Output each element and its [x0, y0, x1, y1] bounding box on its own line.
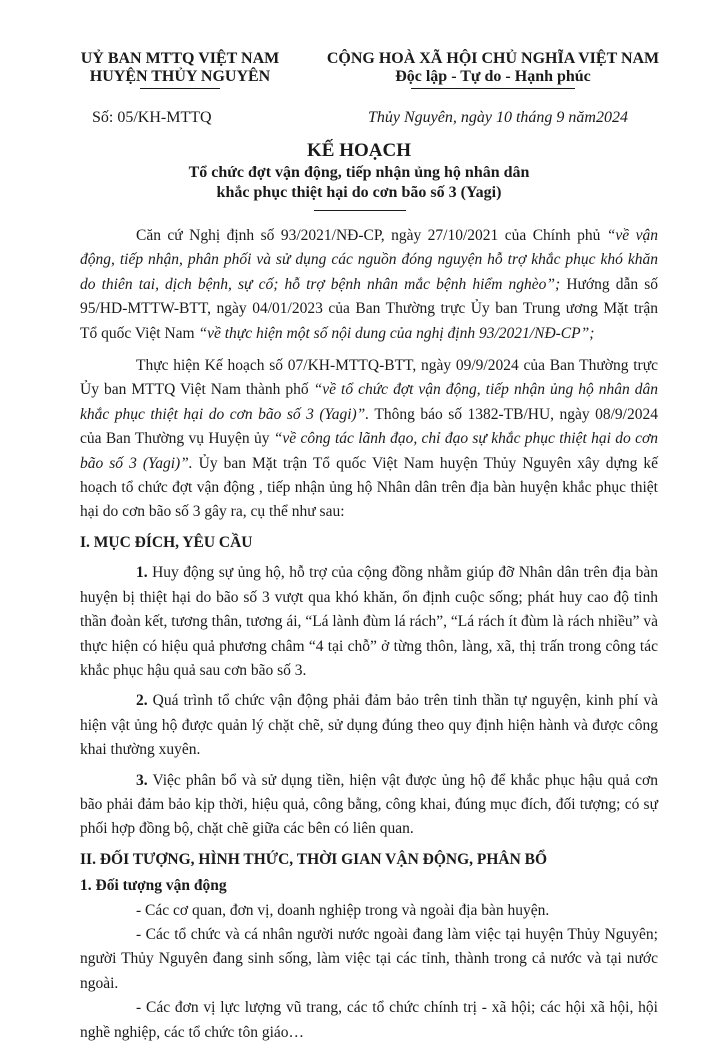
bullet-item: - Các tổ chức và cá nhân người nước ngoài đang làm việc tại huyện Thủy Nguyên; người Thủy Nguyên đang sinh sống, làm việc tại các tỉnh, thành trong cả nước và tại nước ngoài.: [80, 925, 658, 992]
text: Thông báo số 1382-TB/HU, ngày 08/9/2024 của Ban Thường vụ Huyện ủy: [80, 405, 658, 448]
text: Ủy ban Mặt trận Tổ quốc Việt Nam huyện Thủy Nguyên xây dựng kế hoạch tổ chức đợt vận động , tiếp nhận ủng hộ Nhân dân trên địa bàn huyện khắc phục thiệt hại do cơn bão số 3 gây ra, cụ thể như sau:: [80, 454, 658, 521]
document-number: Số: 05/KH-MTTQ: [92, 109, 212, 126]
national-motto: [318, 50, 668, 86]
subtitle-line2: khắc phục thiệt hại do cơn bão số 3 (Yagi): [216, 184, 502, 201]
document-subtitle: [0, 163, 718, 203]
paragraph-implementation: [80, 354, 658, 525]
quote: “về vận động, tiếp nhận, phân phối và sử dụng các nguồn đóng nguyện hỗ trợ khắc phục khó khăn do thiên tai, dịch bệnh, sự cố; hỗ trợ bệnh nhân mắc bệnh hiểm nghèo”;: [80, 227, 658, 293]
document-title: KẾ HOẠCH: [307, 140, 411, 161]
item-number: 2.: [136, 692, 148, 710]
item-text: Việc phân bổ và sử dụng tiền, hiện vật được ủng hộ để khắc phục hậu quả cơn bão phải đảm bảo kịp thời, hiệu quả, công bằng, công khai, đúng mục đích, đối tượng; có sự phối hợp đồng bộ, chặt chẽ giữa các bên có liên quan.: [80, 771, 658, 838]
title-underline: [314, 210, 406, 211]
org-underline: [140, 88, 220, 89]
item-text: Quá trình tổ chức vận động phải đảm bảo trên tinh thần tự nguyện, kinh phí và hiện vật ủng hộ được quản lý chặt chẽ, sử dụng đúng theo quy định hiện hành và được công khai thường xuyên.: [80, 692, 658, 759]
subsection-heading: 1. Đối tượng vận động: [80, 877, 227, 895]
nation-name: CỘNG HOÀ XÃ HỘI CHỦ NGHĨA VIỆT NAM: [326, 50, 660, 67]
document-body: [80, 224, 658, 1045]
text: Căn cứ Nghị định số 93/2021/NĐ-CP, ngày 27/10/2021 của Chính phủ: [136, 227, 607, 244]
text: Thực hiện Kế hoạch số 07/KH-MTTQ-BTT, ngày 09/9/2024 của Ban Thường trực Ủy ban MTTQ Việt Nam thành phố: [80, 357, 658, 399]
section-heading: I. MỤC ĐÍCH, YÊU CẦU: [80, 533, 253, 551]
bullet-item: - Các cơ quan, đơn vị, doanh nghiệp trong và ngoài địa bàn huyện.: [136, 901, 550, 919]
text: Hướng dẫn số 95/HD-MTTW-BTT, ngày 04/01/2023 của Ban Thường trực Ủy ban Trung ương Mặt trận Tổ quốc Việt Nam: [80, 275, 658, 342]
item-number: 1.: [136, 564, 148, 582]
org-name-line1: UỶ BAN MTTQ VIỆT NAM: [80, 50, 280, 67]
bullet-item: - Các đơn vị lực lượng vũ trang, các tổ chức chính trị - xã hội; các hội xã hội, hội nghề nghiệp, các tổ chức tôn giáo…: [80, 999, 658, 1041]
quote: “về thực hiện một số nội dung của nghị định 93/2021/NĐ-CP”;: [198, 324, 595, 342]
list-item: [80, 769, 658, 842]
subtitle-line1: Tổ chức đợt vận động, tiếp nhận ủng hộ nhân dân: [188, 164, 530, 181]
list-item: [80, 689, 658, 762]
list-item: [80, 561, 658, 683]
item-number: 3.: [136, 771, 148, 789]
place-date: Thủy Nguyên, ngày 10 tháng 9 năm2024: [368, 109, 628, 126]
item-text: Huy động sự ủng hộ, hỗ trợ của cộng đồng nhằm giúp đỡ Nhân dân trên địa bàn huyện bị thiệt hại do bão số 3 vượt qua khó khăn, ổn định cuộc sống; phát huy cao độ tinh thần đoàn kết, tương thân, tương ái, “Lá lành đùm lá rách”, “Lá rách ít đùm là rách nhiều” và thực hiện có hiệu quả phương châm “4 tại chỗ” ở từng thôn, làng, xã, thị trấn trong công tác khắc phục hậu quả sau cơn bão số 3.: [80, 564, 658, 679]
org-name-line2: HUYỆN THỦY NGUYÊN: [89, 68, 271, 85]
motto: Độc lập - Tự do - Hạnh phúc: [395, 68, 591, 85]
paragraph-legal-basis: [80, 224, 658, 346]
issuing-organization: [60, 50, 300, 86]
quote: “về tổ chức đợt vận động, tiếp nhận ủng hộ nhân dân khắc phục thiệt hại do cơn bão số 3 (Yagi)”.: [80, 381, 658, 423]
quote: “về công tác lãnh đạo, chỉ đạo sự khắc phục thiệt hại do cơn bão số 3 (Yagi)”.: [80, 430, 658, 472]
motto-underline: [411, 88, 575, 89]
section-heading: II. ĐỐI TƯỢNG, HÌNH THỨC, THỜI GIAN VẬN ĐỘNG, PHÂN BỔ: [80, 850, 548, 868]
